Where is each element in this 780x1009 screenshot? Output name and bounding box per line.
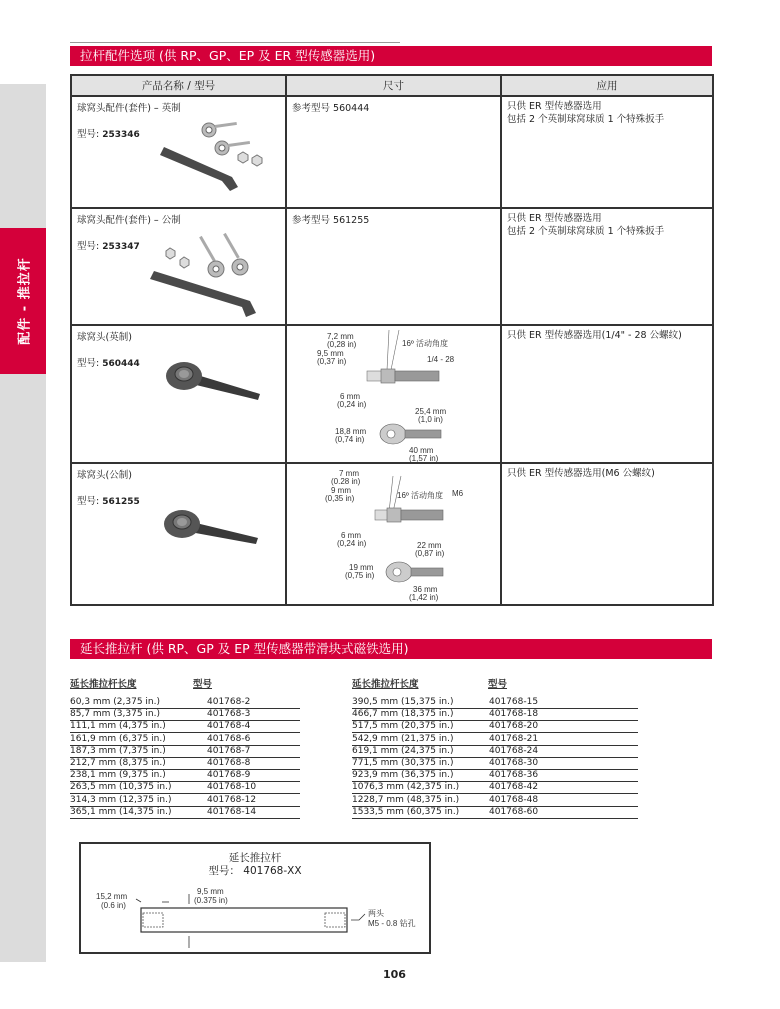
rod-length: 542,9 mm (21,375 in.) <box>352 733 454 744</box>
list-item <box>352 757 638 770</box>
dim-thread-depth: 15,2 mm <box>96 892 128 901</box>
size-cell <box>286 96 501 208</box>
end-label: 两头 <box>368 909 384 918</box>
table-row <box>71 463 713 605</box>
svg-text:36 mm: 36 mm <box>413 585 438 594</box>
table-row <box>71 96 713 208</box>
rod-model: 401768-2 <box>207 697 251 707</box>
rod-end-imperial-image <box>164 358 264 408</box>
application-cell <box>501 463 713 605</box>
list-item <box>70 757 300 770</box>
rod-model: 401768-20 <box>489 721 539 732</box>
svg-text:6 mm: 6 mm <box>341 531 361 540</box>
product-name: 球窝头配件(套件) – 英制 <box>77 103 181 114</box>
dim-rod-diameter-in: (0.375 in) <box>194 896 228 905</box>
svg-text:1/4 - 28: 1/4 - 28 <box>427 355 455 364</box>
list-item <box>70 769 300 782</box>
product-cell <box>71 208 286 325</box>
svg-text:(0,74 in): (0,74 in) <box>335 435 365 444</box>
rod-model: 401768-9 <box>207 770 251 781</box>
rod-model: 401768-18 <box>489 709 539 720</box>
application-text: 只供 ER 型传感器选用(1/4" - 28 公螺纹) <box>507 330 682 341</box>
column-header-model-right: 型号 <box>488 679 508 690</box>
rod-body <box>141 908 347 932</box>
svg-text:M6: M6 <box>452 489 464 498</box>
rod-end-metric-dimension-drawing <box>317 466 477 604</box>
sidebar-strip <box>0 84 46 962</box>
list-item <box>352 745 638 758</box>
svg-text:22 mm: 22 mm <box>417 541 442 550</box>
rod-model: 401768-21 <box>489 733 539 744</box>
rod-length: 365,1 mm (14,375 in.) <box>70 806 172 817</box>
list-item <box>352 733 638 746</box>
dim-thread-depth-in: (0.6 in) <box>101 901 126 910</box>
application-cell <box>501 96 713 208</box>
rod-length: 187,3 mm (7,375 in.) <box>70 745 166 756</box>
list-item <box>70 708 300 721</box>
rod-model: 401768-6 <box>207 733 251 744</box>
svg-text:(0,37 in): (0,37 in) <box>317 357 347 366</box>
application-text: 包括 2 个英制球窝球质 1 个特殊扳手 <box>507 114 665 125</box>
svg-text:40 mm: 40 mm <box>409 446 434 455</box>
column-header-model-left: 型号 <box>193 679 213 690</box>
product-cell <box>71 463 286 605</box>
svg-text:16º 活动角度: 16º 活动角度 <box>402 339 449 348</box>
rod-model: 401768-12 <box>207 794 257 805</box>
rod-model: 401768-36 <box>489 770 539 781</box>
svg-text:9,5 mm: 9,5 mm <box>317 349 344 358</box>
svg-text:6 mm: 6 mm <box>340 392 360 401</box>
svg-text:(0.28 in): (0.28 in) <box>331 477 361 486</box>
sidebar-tab-accessories-pushrods[interactable] <box>0 228 46 374</box>
rod-length: 111,1 mm (4,375 in.) <box>70 721 166 732</box>
rod-length: 1076,3 mm (42,375 in.) <box>352 782 460 793</box>
application-text: 包括 2 个英制球窝球质 1 个特殊扳手 <box>507 226 665 237</box>
list-item <box>70 806 300 819</box>
list-item <box>352 720 638 733</box>
diagram-model: 型号： 401768-XX <box>208 865 302 877</box>
sidebar-tab-label: 配件 - 推拉杆 <box>17 257 33 345</box>
section-title: 延长推拉杆 (供 RP、GP 及 EP 型传感器带滑块式磁铁选用) <box>80 641 409 656</box>
rod-model: 401768-30 <box>489 758 539 768</box>
rod-length: 238,1 mm (9,375 in.) <box>70 770 166 781</box>
svg-text:(0,24 in): (0,24 in) <box>337 400 367 409</box>
list-item <box>70 720 300 733</box>
rod-model: 401768-15 <box>489 697 539 707</box>
svg-text:(0,35 in): (0,35 in) <box>325 494 355 503</box>
rod-model: 401768-3 <box>207 709 251 720</box>
rod-length: 161,9 mm (6,375 in.) <box>70 733 166 744</box>
rod-model: 401768-48 <box>489 794 539 805</box>
application-text: 只供 ER 型传感器选用 <box>507 213 602 224</box>
rod-model: 401768-24 <box>489 745 539 756</box>
list-item <box>352 781 638 794</box>
column-header-application: 应用 <box>501 75 713 96</box>
column-header-size: 尺寸 <box>286 75 501 96</box>
rod-model: 401768-14 <box>207 806 257 817</box>
model-number: 型号: 253347 <box>77 241 140 252</box>
rod-model: 401768-10 <box>207 782 257 793</box>
application-text: 只供 ER 型传感器选用(M6 公螺纹) <box>507 468 655 479</box>
list-item <box>352 696 638 709</box>
column-header-product: 产品名称 / 型号 <box>71 75 286 96</box>
section-title: 拉杆配件选项 (供 RP、GP、EP 及 ER 型传感器选用) <box>80 48 376 63</box>
svg-text:(1,57 in): (1,57 in) <box>409 454 439 462</box>
list-item <box>70 733 300 746</box>
svg-text:(1,42 in): (1,42 in) <box>409 593 439 602</box>
size-cell <box>286 325 501 463</box>
rod-end-metric-image <box>162 506 262 556</box>
rod-length: 314,3 mm (12,375 in.) <box>70 794 172 805</box>
rod-end-kit-imperial-image <box>152 115 272 205</box>
application-cell <box>501 325 713 463</box>
rod-length: 212,7 mm (8,375 in.) <box>70 758 166 768</box>
list-item <box>70 794 300 807</box>
size-cell <box>286 463 501 605</box>
list-item <box>70 696 300 709</box>
svg-text:(0,24 in): (0,24 in) <box>337 539 367 548</box>
list-item <box>352 708 638 721</box>
svg-text:18,8 mm: 18,8 mm <box>335 427 367 436</box>
rod-length: 390,5 mm (15,375 in.) <box>352 697 454 707</box>
rod-length: 60,3 mm (2,375 in.) <box>70 697 161 707</box>
rod-length: 466,7 mm (18,375 in.) <box>352 709 454 720</box>
rod-length: 85,7 mm (3,375 in.) <box>70 709 161 720</box>
model-number: 型号: 253346 <box>77 129 140 140</box>
table-row <box>71 325 713 463</box>
table-row <box>71 208 713 325</box>
dim-rod-diameter: 9,5 mm <box>197 887 224 896</box>
page-number: 106 <box>383 968 406 981</box>
diagram-title: 延长推拉杆 <box>228 852 282 864</box>
size-cell <box>286 208 501 325</box>
rod-length: 1533,5 mm (60,375 in.) <box>352 806 460 817</box>
divider <box>70 42 400 43</box>
svg-text:7 mm: 7 mm <box>339 469 359 478</box>
rod-length: 771,5 mm (30,375 in.) <box>352 758 454 768</box>
svg-text:(0,87 in): (0,87 in) <box>415 549 445 558</box>
list-item <box>70 745 300 758</box>
rod-length: 517,5 mm (20,375 in.) <box>352 721 454 732</box>
rod-model: 401768-7 <box>207 745 251 756</box>
rod-length: 619,1 mm (24,375 in.) <box>352 745 454 756</box>
extension-rod-diagram <box>79 842 431 954</box>
svg-text:19 mm: 19 mm <box>349 563 374 572</box>
model-number: 型号: 561255 <box>77 496 140 507</box>
list-item <box>70 781 300 794</box>
svg-text:(0,28 in): (0,28 in) <box>327 340 357 349</box>
product-cell <box>71 325 286 463</box>
rod-model: 401768-60 <box>489 806 539 817</box>
svg-text:(0,75 in): (0,75 in) <box>345 571 375 580</box>
accessories-table <box>70 74 714 606</box>
rod-end-kit-metric-image <box>150 227 275 322</box>
svg-text:25,4 mm: 25,4 mm <box>415 407 447 416</box>
svg-text:16º 活动角度: 16º 活动角度 <box>397 491 444 500</box>
reference-model: 参考型号 560444 <box>292 103 370 114</box>
list-item <box>352 794 638 807</box>
table-header-row <box>71 75 713 96</box>
list-item <box>352 769 638 782</box>
svg-text:7,2 mm: 7,2 mm <box>327 332 354 341</box>
rod-length: 263,5 mm (10,375 in.) <box>70 782 172 793</box>
section-banner-rod-accessories <box>70 46 712 66</box>
application-text: 只供 ER 型传感器选用 <box>507 101 602 112</box>
list-item <box>352 806 638 819</box>
end-spec: M5 - 0.8 钻孔 <box>368 919 416 928</box>
rod-model: 401768-4 <box>207 721 251 732</box>
product-cell <box>71 96 286 208</box>
product-name: 球窝头(英制) <box>77 332 132 343</box>
rod-model: 401768-8 <box>207 758 251 768</box>
svg-text:9 mm: 9 mm <box>331 486 351 495</box>
section-banner-extension-rods <box>70 639 712 659</box>
rod-length: 1228,7 mm (48,375 in.) <box>352 794 460 805</box>
product-name: 球窝头(公制) <box>77 470 132 481</box>
rod-length: 923,9 mm (36,375 in.) <box>352 770 454 781</box>
product-name: 球窝头配件(套件) – 公制 <box>77 215 181 226</box>
model-number: 型号: 560444 <box>77 358 140 369</box>
svg-text:(1,0 in): (1,0 in) <box>418 415 443 424</box>
application-cell <box>501 208 713 325</box>
rod-model: 401768-42 <box>489 782 539 793</box>
rod-end-imperial-dimension-drawing <box>317 328 477 462</box>
column-header-length-left: 延长推拉杆长度 <box>70 679 137 690</box>
reference-model: 参考型号 561255 <box>292 215 370 226</box>
column-header-length-right: 延长推拉杆长度 <box>352 679 419 690</box>
